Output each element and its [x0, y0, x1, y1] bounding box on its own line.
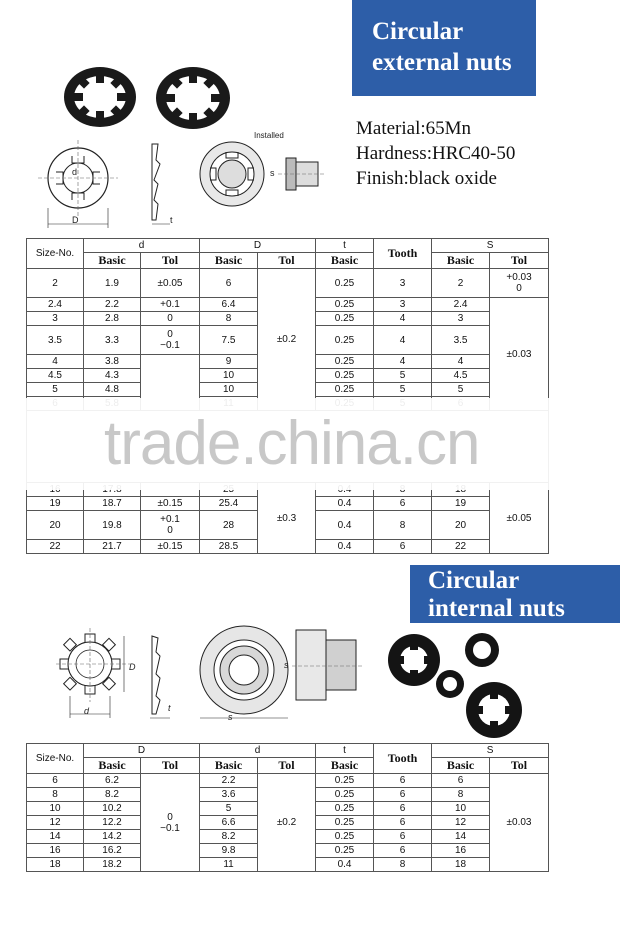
int-sub-basic: Basic — [316, 758, 374, 774]
table-cell: 0.25 — [316, 802, 374, 816]
table-cell: 0.25 — [316, 369, 374, 383]
table-cell: 20 — [27, 511, 84, 540]
external-title-banner — [352, 0, 536, 96]
table-cell: 5 — [374, 383, 432, 397]
table-cell: ±0.05 — [141, 269, 200, 298]
table-cell: 4.8 — [84, 383, 141, 397]
table-cell: 12.2 — [84, 816, 141, 830]
int-s-tol: ±0.03 — [490, 774, 549, 872]
int-sub-tol: Tol — [258, 758, 316, 774]
table-cell: 6.6 — [200, 816, 258, 830]
int-D-tol — [141, 774, 200, 872]
table-cell: 0.25 — [316, 312, 374, 326]
external-front-view-drawing — [38, 138, 138, 230]
int-sub-tol: Tol — [141, 758, 200, 774]
table-cell: 6 — [374, 844, 432, 858]
table-cell: 25.4 — [200, 497, 258, 511]
table-cell: 8 — [374, 858, 432, 872]
int-sub-basic: Basic — [200, 758, 258, 774]
internal-side-view-drawing — [144, 634, 184, 720]
internal-title-line1: Circular — [428, 567, 520, 594]
table-cell: 18.2 — [84, 858, 141, 872]
table-cell: 0.4 — [316, 858, 374, 872]
table-cell: 8 — [374, 511, 432, 540]
internal-title-banner — [410, 565, 620, 623]
table-cell: 2.4 — [27, 298, 84, 312]
table-cell: 3.6 — [200, 788, 258, 802]
table-cell: 0.25 — [316, 269, 374, 298]
table-cell: 3.8 — [84, 355, 141, 369]
external-side-view-drawing — [140, 140, 190, 230]
table-cell: 5 — [200, 802, 258, 816]
table-cell: 0.25 — [316, 774, 374, 788]
table-cell: 19 — [432, 497, 490, 511]
ext-s-tol-b: ±0.05 — [490, 483, 549, 554]
table-cell: 5 — [374, 369, 432, 383]
table-cell: 0.25 — [316, 844, 374, 858]
table-cell: ±0.15 — [141, 540, 200, 554]
table-cell: 28 — [200, 511, 258, 540]
table-cell: 18 — [432, 858, 490, 872]
ext-header-tooth: Tooth — [374, 239, 432, 269]
table-cell: 16 — [432, 844, 490, 858]
table-cell: 6 — [27, 774, 84, 788]
table-cell: 2 — [27, 269, 84, 298]
internal-title-line2: internal nuts — [428, 595, 565, 622]
table-cell: 6.2 — [84, 774, 141, 788]
ext-s-tol-first — [490, 269, 549, 298]
table-cell: 19.8 — [84, 511, 141, 540]
int-header-t: t — [316, 744, 374, 758]
table-cell: 7.5 — [200, 326, 258, 355]
table-cell: 0.25 — [316, 326, 374, 355]
table-cell: 6 — [374, 540, 432, 554]
ext-sub-basic: Basic — [316, 253, 374, 269]
int-d-tol: ±0.2 — [258, 774, 316, 872]
table-cell: 10.2 — [84, 802, 141, 816]
table-cell: 3 — [432, 312, 490, 326]
table-cell: 4 — [27, 355, 84, 369]
material-text: Material:65Mn — [356, 118, 472, 139]
table-cell: 1.9 — [84, 269, 141, 298]
ext-sub-basic: Basic — [84, 253, 141, 269]
table-cell: 4 — [432, 355, 490, 369]
table-cell: 4 — [374, 355, 432, 369]
ext-sub-basic: Basic — [200, 253, 258, 269]
table-cell: 0.25 — [316, 383, 374, 397]
ext-header-d: d — [84, 239, 200, 253]
internal-nuts-photo — [384, 628, 534, 740]
table-cell: 4.5 — [27, 369, 84, 383]
table-cell: 3.3 — [84, 326, 141, 355]
table-cell: 4.5 — [432, 369, 490, 383]
table-cell: 9.8 — [200, 844, 258, 858]
table-cell: 10 — [27, 802, 84, 816]
ext-header-D: D — [200, 239, 316, 253]
ext-sub-basic: Basic — [432, 253, 490, 269]
finish-text: Finish:black oxide — [356, 168, 497, 189]
table-cell: 22 — [432, 540, 490, 554]
table-cell: 20 — [432, 511, 490, 540]
int-header-d: d — [200, 744, 316, 758]
table-cell: 3 — [374, 298, 432, 312]
ext-sub-tol: Tol — [490, 253, 549, 269]
int-header-s: S — [432, 744, 549, 758]
table-cell: 3.5 — [27, 326, 84, 355]
table-cell: 6 — [374, 816, 432, 830]
table-cell: 3.5 — [432, 326, 490, 355]
table-cell: 6 — [374, 788, 432, 802]
ext-s-tol-a: ±0.03 — [490, 298, 549, 411]
table-cell: 2.8 — [84, 312, 141, 326]
table-cell: 19 — [27, 497, 84, 511]
tol-line: 0 — [516, 283, 522, 294]
external-spec-table — [26, 238, 549, 554]
internal-dim-D: D — [129, 662, 136, 672]
table-cell — [141, 511, 200, 540]
table-cell: 6 — [374, 830, 432, 844]
table-cell: 0.4 — [316, 540, 374, 554]
table-cell: 10 — [432, 802, 490, 816]
table-cell: 4 — [374, 326, 432, 355]
table-cell: 22 — [27, 540, 84, 554]
hardness-text: Hardness:HRC40-50 — [356, 143, 516, 164]
table-cell: 11 — [200, 858, 258, 872]
external-title-line2: external nuts — [372, 49, 512, 76]
table-cell: 8.2 — [84, 788, 141, 802]
tol-line: +0.1 — [160, 514, 180, 525]
table-cell: 6 — [200, 269, 258, 298]
table-cell: 2.2 — [200, 774, 258, 788]
int-sub-tol: Tol — [490, 758, 549, 774]
table-cell: 6 — [432, 774, 490, 788]
table-cell: 8 — [27, 788, 84, 802]
table-cell: 0 — [141, 312, 200, 326]
table-cell: 10 — [200, 369, 258, 383]
installed-label: Installed — [254, 131, 284, 140]
table-cell: 6.4 — [200, 298, 258, 312]
table-cell: 14.2 — [84, 830, 141, 844]
internal-dim-t: t — [168, 703, 171, 713]
int-header-tooth: Tooth — [374, 744, 432, 774]
table-cell: 8.2 — [200, 830, 258, 844]
table-cell: 8 — [200, 312, 258, 326]
table-cell: 0.4 — [316, 497, 374, 511]
internal-spec-table — [26, 743, 549, 872]
table-cell: 28.5 — [200, 540, 258, 554]
tol-line: +0.03 — [506, 272, 532, 283]
table-cell: 0.25 — [316, 298, 374, 312]
table-cell: 21.7 — [84, 540, 141, 554]
table-cell: 5 — [432, 383, 490, 397]
watermark-text: trade.china.cn — [104, 409, 480, 478]
table-cell: 3 — [374, 269, 432, 298]
table-cell: 18 — [27, 858, 84, 872]
external-nut-photo-1 — [60, 64, 140, 130]
table-cell: 10 — [200, 383, 258, 397]
table-cell: 16.2 — [84, 844, 141, 858]
table-cell: 2.2 — [84, 298, 141, 312]
ext-header-size: Size-No. — [27, 239, 84, 269]
table-cell: 14 — [432, 830, 490, 844]
tol-line: −0.1 — [160, 340, 180, 351]
table-cell: 6 — [374, 497, 432, 511]
external-dim-D: D — [72, 215, 79, 225]
table-cell: 0.25 — [316, 830, 374, 844]
int-header-size: Size-No. — [27, 744, 84, 774]
table-cell: 6 — [374, 774, 432, 788]
int-sub-basic: Basic — [432, 758, 490, 774]
external-title-line1: Circular — [372, 18, 464, 45]
external-specs — [356, 116, 515, 191]
table-cell: 4.3 — [84, 369, 141, 383]
tol-line: 0 — [167, 329, 173, 340]
table-cell: 3 — [27, 312, 84, 326]
external-dim-t: t — [170, 215, 173, 225]
table-cell: 12 — [432, 816, 490, 830]
internal-dim-s: s — [228, 712, 233, 722]
ext-D-tol-a: ±0.2 — [258, 269, 316, 411]
tol-line: 0 — [167, 525, 173, 536]
int-sub-basic: Basic — [84, 758, 141, 774]
internal-dim-s-side: s — [284, 660, 289, 670]
ext-sub-tol: Tol — [258, 253, 316, 269]
table-cell: ±0.15 — [141, 497, 200, 511]
table-cell: 0.25 — [316, 788, 374, 802]
table-cell: 4 — [374, 312, 432, 326]
ext-D-tol-b: ±0.3 — [258, 483, 316, 554]
tol-line: −0.1 — [160, 822, 180, 834]
table-cell: 0.25 — [316, 355, 374, 369]
internal-installed-drawing — [196, 626, 366, 726]
table-cell: 14 — [27, 830, 84, 844]
table-cell: 5 — [27, 383, 84, 397]
ext-header-t: t — [316, 239, 374, 253]
table-cell — [141, 326, 200, 355]
table-cell: 8 — [432, 788, 490, 802]
ext-header-s: S — [432, 239, 549, 253]
table-cell: 9 — [200, 355, 258, 369]
table-cell: 12 — [27, 816, 84, 830]
table-cell: 0.25 — [316, 816, 374, 830]
tol-line: 0 — [167, 811, 173, 823]
table-cell: +0.1 — [141, 298, 200, 312]
table-cell: 18.7 — [84, 497, 141, 511]
external-installed-drawing — [196, 140, 326, 208]
table-cell: 6 — [374, 802, 432, 816]
table-cell: 2.4 — [432, 298, 490, 312]
ext-sub-tol: Tol — [141, 253, 200, 269]
internal-dim-d: d — [84, 706, 90, 716]
int-header-D: D — [84, 744, 200, 758]
table-cell: 16 — [27, 844, 84, 858]
external-nut-photo-2 — [152, 64, 234, 132]
table-cell: 0.4 — [316, 511, 374, 540]
external-dim-d: d — [72, 167, 78, 177]
table-cell: 2 — [432, 269, 490, 298]
external-dim-s: s — [270, 168, 275, 178]
